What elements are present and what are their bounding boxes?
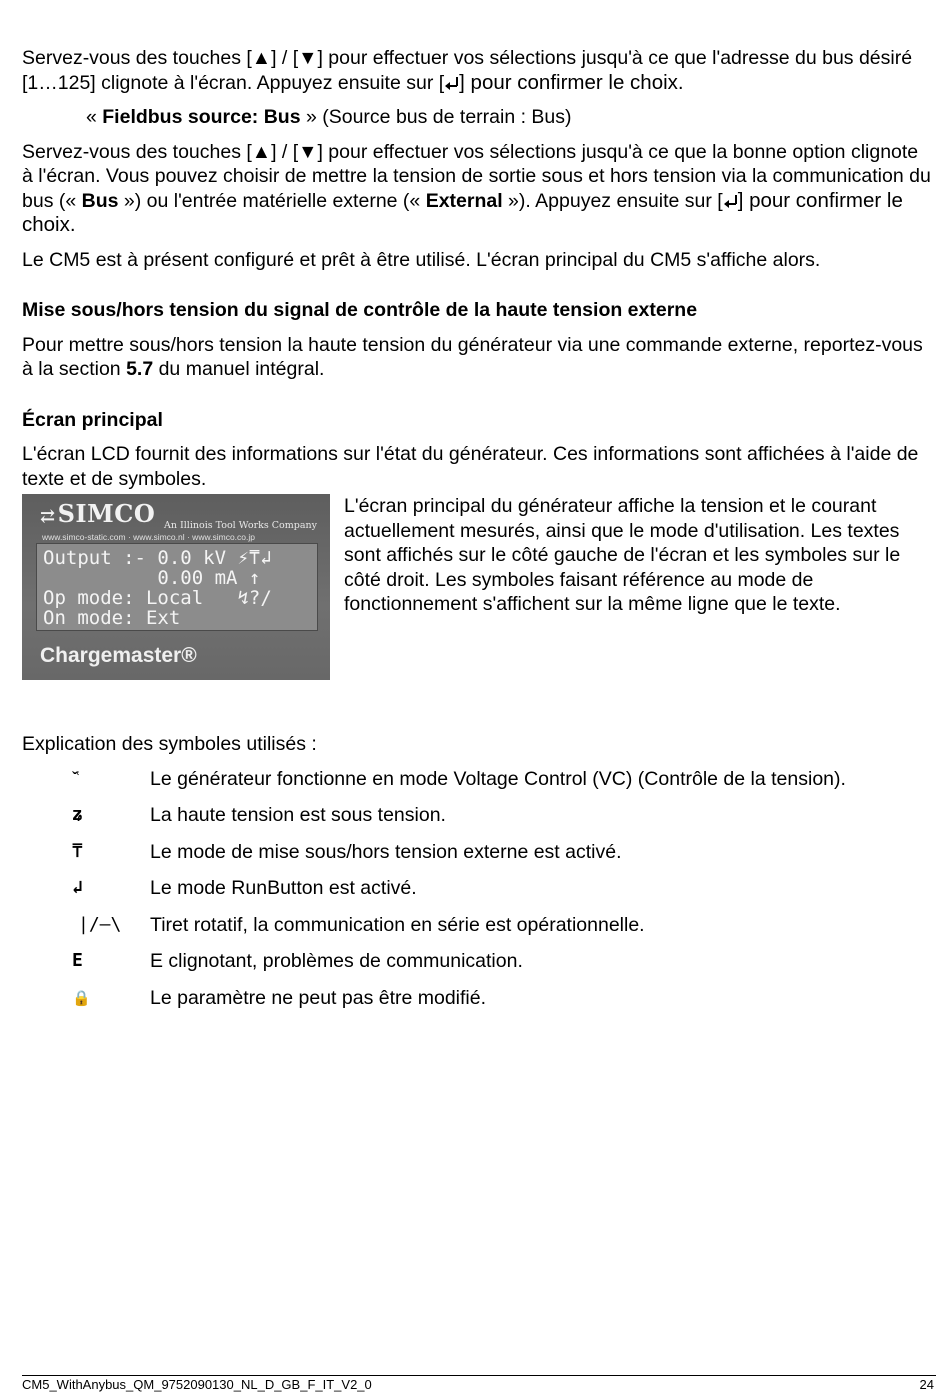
paragraph-main-screen: L'écran principal du générateur affiche la tension et le courant actuellement mesurés, ainsi que le mode d'utilisation. Les textes sont affichés sur le côté gauche de l'écran et les symboles sur le côté droit. Les symboles faisant référence au mode de fonctionnement s'affichent sur la même ligne que le texte. [344,495,901,615]
lcd-photo [22,494,330,680]
lcd-screen [36,543,318,631]
lcd-line-1: Output :- 0.0 kV ⚡⍑↲ [43,547,272,569]
paragraph-lcd-intro: L'écran LCD fournit des informations sur l'état du générateur. Ces informations sont affichées à l'aide de texte et de symboles. [22,443,919,490]
footer-rule [22,1375,936,1376]
legend-text: Tiret rotatif, la communication en série est opérationnelle. [150,913,645,936]
rotating-dash-icon: |/—\ [78,913,122,935]
legend-row [22,986,932,1023]
legend-text: Le mode de mise sous/hors tension externe est activé. [150,840,622,863]
external-switch-icon: ⍑ [72,840,83,862]
page-number: 24 [919,1377,934,1392]
chargemaster-logo: Chargemaster® [40,644,197,667]
legend-text: Le mode RunButton est activé. [150,877,417,899]
footer-doc-id: CM5_WithAnybus_QM_9752090130_NL_D_GB_F_IT_V2_0 [22,1377,372,1392]
enter-key-icon [444,75,459,90]
paragraph-source-option: Servez-vous des touches [▲] / [▼] pour effectuer vos sélections jusqu'à ce que la bonne option clignote à l'écran. Vous pouvez choisir de mettre la tension de sortie sous et hors tension via la communication du bus (« Bus ») ou l'entrée matérielle externe (« External »). Appuyez ensuite sur [ ] pour confirmer le choix. [22,140,931,236]
legend-row [22,913,932,950]
simco-company: An Illinois Tool Works Company [164,520,317,531]
lock-icon: 🔒 [72,988,91,1007]
high-voltage-icon: ʑ [72,804,83,825]
legend-row [22,876,932,913]
paragraph-configured: Le CM5 est à présent configuré et prêt à être utilisé. L'écran principal du CM5 s'affiche alors. [22,248,821,271]
legend-row [22,840,932,877]
voltage-control-icon: ˇ͑ [72,767,78,789]
error-e-icon: E [72,950,83,971]
simco-urls: www.simco-static.com · www.simco.nl · www.simco.co.jp [42,532,256,542]
paragraph-external-control: Pour mettre sous/hors tension la haute tension du générateur via une commande externe, reportez-vous à la section 5.7 du manuel intégral. [22,333,923,380]
legend-text: E clignotant, problèmes de communication. [150,950,523,972]
legend-row [22,767,932,804]
simco-logo: ⇄SIMCO [40,499,156,528]
legend-text: La haute tension est sous tension. [150,804,446,826]
symbol-legend [22,767,932,1023]
lcd-line-3: Op mode: Local ↯?/ [43,587,272,609]
enter-key-icon [723,193,738,208]
legend-text: Le paramètre ne peut pas être modifié. [150,986,487,1009]
lcd-line-2: 0.00 mA ↑ [43,567,261,589]
figure-row [22,494,932,680]
legend-text: Le générateur fonctionne en mode Voltage Control (VC) (Contrôle de la tension). [150,767,846,790]
heading-main-screen: Écran principal [22,408,163,431]
heading-external-control: Mise sous/hors tension du signal de contrôle de la haute tension externe [22,299,698,321]
legend-title: Explication des symboles utilisés : [22,733,317,755]
legend-row [22,949,932,986]
legend-row [22,803,932,840]
page-content [22,46,932,1022]
simco-arrows-icon: ⇄ [40,506,56,527]
option-fieldbus-source: « Fieldbus source: Bus » (Source bus de terrain : Bus) [86,106,572,128]
paragraph-bus-address: Servez-vous des touches [▲] / [▼] pour effectuer vos sélections jusqu'à ce que l'adresse du bus désiré [1…125] clignote à l'écran. Appuyez ensuite sur [ ] pour confirmer le choix. [22,47,913,94]
runbutton-icon: ↲ [72,877,83,898]
lcd-line-4: On mode: Ext [43,607,181,629]
